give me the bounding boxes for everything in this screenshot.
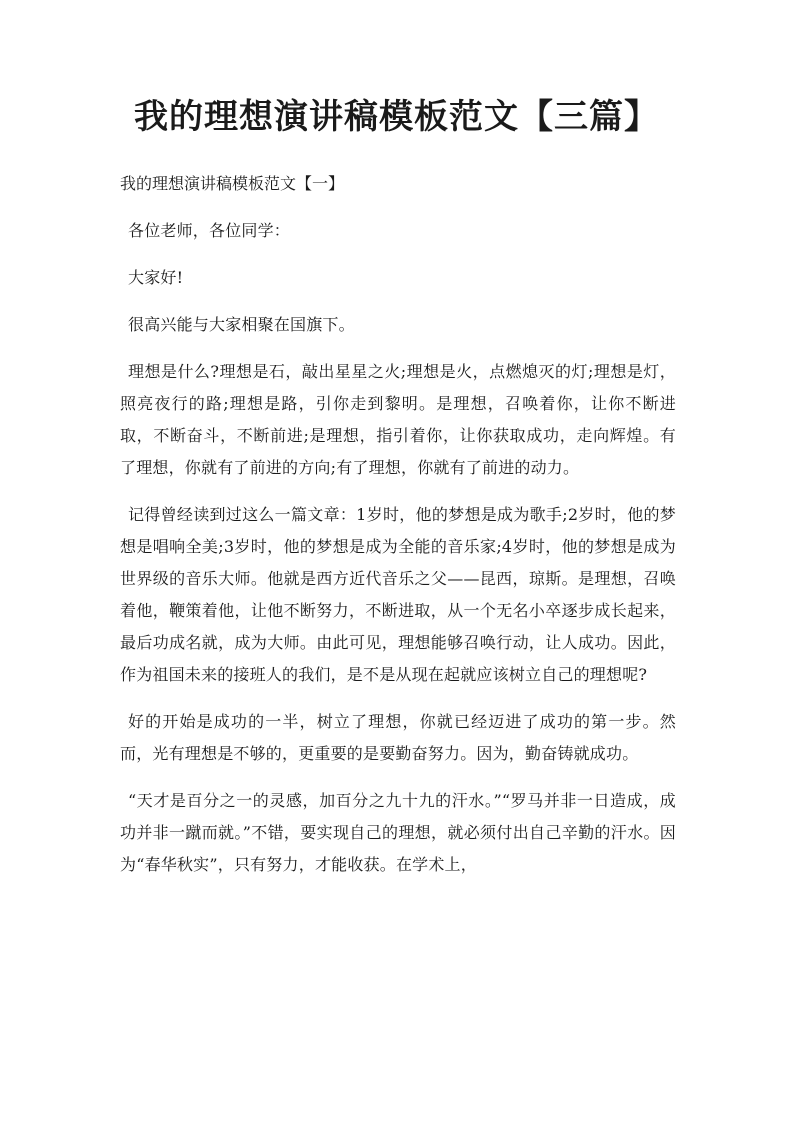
paragraph-what-is-ideal: 理想是什么?理想是石，敲出星星之火;理想是火，点燃熄灭的灯;理想是灯，照亮夜行的路;理想是路，引你走到黎明。是理想，召唤着你，让你不断进取，不断奋斗，不断前进;是理想，指引着你，让你获取成功，走向辉煌。有了理想，你就有了前进的方向;有了理想，你就有了前进的动力。 bbox=[120, 362, 676, 477]
paragraph-hello: 大家好! bbox=[128, 268, 184, 287]
paragraph-quincy-jones: 记得曾经读到过这么一篇文章：1岁时，他的梦想是成为歌手;2岁时，他的梦想是唱响全美;3岁时，他的梦想是成为全能的音乐家;4岁时，他的梦想是成为世界级的音乐大师。他就是西方近代音乐之父——昆西，琼斯。是理想，召唤着他，鞭策着他，让他不断努力，不断进取，从一个无名小卒逐步成长起来，最后功成名就，成为大师。由此可见，理想能够召唤行动，让人成功。因此，作为祖国未来的接班人的我们，是不是从现在起就应该树立自己的理想呢? bbox=[120, 505, 676, 684]
document-body bbox=[120, 168, 676, 896]
paragraph-genius-quote: “天才是百分之一的灵感，加百分之九十九的汗水。”“罗马并非一日造成，成功并非一蹴而就。”不错，要实现自己的理想，就必须付出自己辛勤的汗水。因为“春华秋实”，只有努力，才能收获。在学术上， bbox=[120, 791, 676, 874]
section-heading: 我的理想演讲稿模板范文【一】 bbox=[120, 174, 345, 193]
document-title: 我的理想演讲稿模板范文【三篇】 bbox=[134, 97, 659, 137]
paragraph-good-start: 好的开始是成功的一半，树立了理想，你就已经迈进了成功的第一步。然而，光有理想是不够的，更重要的是要勤奋努力。因为，勤奋铸就成功。 bbox=[120, 712, 676, 763]
paragraph-greeting: 各位老师，各位同学： bbox=[128, 221, 291, 240]
paragraph-intro: 很高兴能与大家相聚在国旗下。 bbox=[128, 315, 355, 334]
